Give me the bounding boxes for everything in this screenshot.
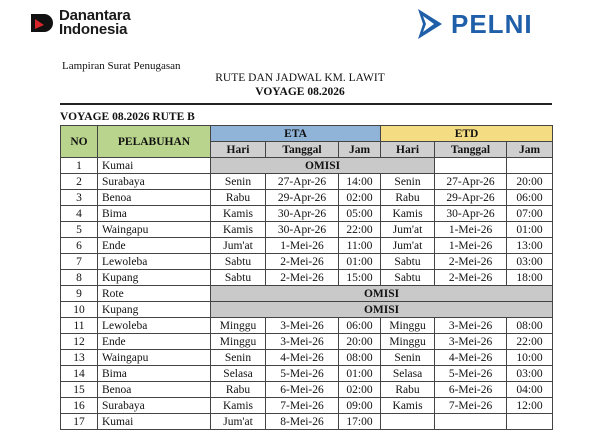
row-no-cell: 2 [61,174,98,190]
etd-tanggal-cell [435,414,507,430]
row-port-cell: Ende [98,334,211,350]
etd-hari-cell: Selasa [381,366,435,382]
table-row [61,206,553,222]
etd-tanggal-cell: 7-Mei-26 [435,398,507,414]
row-no-cell: 17 [61,414,98,430]
pelni-logo [416,6,533,42]
table-row [61,254,553,270]
eta-tanggal-cell: 2-Mei-26 [266,254,339,270]
etd-tanggal-cell: 2-Mei-26 [435,254,507,270]
col-port-header: PELABUHAN [98,126,211,158]
etd-jam-cell: 03:00 [507,366,553,382]
etd-tanggal-cell [435,158,507,174]
row-port-cell: Kumai [98,158,211,174]
etd-tanggal-cell: 27-Apr-26 [435,174,507,190]
row-port-cell: Kupang [98,302,211,318]
voyage-label: VOYAGE 08.2026 RUTE B [60,111,195,123]
etd-hari-cell: Sabtu [381,270,435,286]
etd-tanggal-cell: 2-Mei-26 [435,270,507,286]
eta-tanggal-cell: 6-Mei-26 [266,382,339,398]
eta-jam-cell: 09:00 [339,398,381,414]
row-no-cell: 1 [61,158,98,174]
row-no-cell: 5 [61,222,98,238]
etd-hari-cell: Rabu [381,382,435,398]
table-row [61,318,553,334]
row-port-cell: Benoa [98,190,211,206]
eta-jam-cell: 08:00 [339,350,381,366]
row-no-cell: 13 [61,350,98,366]
etd-jam-cell: 12:00 [507,398,553,414]
table-row [61,398,553,414]
etd-jam-cell: 03:00 [507,254,553,270]
etd-hari-cell: Senin [381,350,435,366]
etd-jam-cell: 10:00 [507,350,553,366]
title-divider [60,103,552,105]
eta-hari-cell: Sabtu [211,254,266,270]
etd-hari-cell: Minggu [381,334,435,350]
eta-tanggal-cell: 5-Mei-26 [266,366,339,382]
etd-tanggal-cell: 1-Mei-26 [435,222,507,238]
pelni-wordmark: PELNI [451,8,533,39]
omisi-cell: OMISI [211,158,435,174]
danantara-logo [30,8,131,38]
eta-jam-cell: 15:00 [339,270,381,286]
page-subtitle: VOYAGE 08.2026 [255,86,345,98]
etd-jam-cell: 08:00 [507,318,553,334]
eta-hari-cell: Senin [211,174,266,190]
eta-hari-cell: Minggu [211,318,266,334]
row-port-cell: Surabaya [98,398,211,414]
row-port-cell: Lewoleba [98,254,211,270]
etd-jam-cell: 06:00 [507,190,553,206]
etd-tanggal-cell: 29-Apr-26 [435,190,507,206]
eta-jam-cell: 11:00 [339,238,381,254]
eta-tanggal-cell: 7-Mei-26 [266,398,339,414]
table-row [61,350,553,366]
etd-jam-cell: 07:00 [507,206,553,222]
row-no-cell: 15 [61,382,98,398]
eta-tanggal-cell: 29-Apr-26 [266,190,339,206]
danantara-logo-icon [30,11,54,35]
etd-jam-cell [507,414,553,430]
eta-jam-cell: 22:00 [339,222,381,238]
eta-hari-cell: Sabtu [211,270,266,286]
eta-tanggal-cell: 3-Mei-26 [266,334,339,350]
eta-jam-cell: 14:00 [339,174,381,190]
page-title: RUTE DAN JADWAL KM. LAWIT [215,72,385,84]
etd-jam-cell: 01:00 [507,222,553,238]
eta-hari-cell: Selasa [211,366,266,382]
eta-hari-cell: Jum'at [211,414,266,430]
eta-hari-cell: Rabu [211,190,266,206]
pelni-logo-icon [416,7,444,41]
schedule-body [61,158,553,430]
table-row [61,334,553,350]
etd-tanggal-cell: 1-Mei-26 [435,238,507,254]
etd-hari-cell: Kamis [381,206,435,222]
etd-hari-cell: Minggu [381,318,435,334]
eta-jam-header: Jam [339,142,381,158]
row-port-cell: Rote [98,286,211,302]
table-row [61,286,553,302]
etd-jam-header: Jam [507,142,553,158]
etd-hari-cell: Senin [381,174,435,190]
row-port-cell: Waingapu [98,222,211,238]
etd-hari-header: Hari [381,142,435,158]
etd-jam-cell: 04:00 [507,382,553,398]
row-port-cell: Kupang [98,270,211,286]
schedule-table [60,125,553,430]
eta-hari-cell: Kamis [211,222,266,238]
eta-tanggal-cell: 2-Mei-26 [266,270,339,286]
table-row [61,174,553,190]
eta-jam-cell: 02:00 [339,382,381,398]
eta-tanggal-cell: 1-Mei-26 [266,238,339,254]
eta-jam-cell: 01:00 [339,254,381,270]
eta-hari-cell: Senin [211,350,266,366]
row-port-cell: Bima [98,366,211,382]
eta-tanggal-cell: 30-Apr-26 [266,206,339,222]
row-no-cell: 14 [61,366,98,382]
etd-jam-cell: 18:00 [507,270,553,286]
etd-tanggal-cell: 3-Mei-26 [435,318,507,334]
row-no-cell: 11 [61,318,98,334]
row-port-cell: Kumai [98,414,211,430]
etd-tanggal-cell: 5-Mei-26 [435,366,507,382]
row-port-cell: Lewoleba [98,318,211,334]
danantara-line2: Indonesia [59,21,128,38]
eta-tanggal-cell: 3-Mei-26 [266,318,339,334]
omisi-cell: OMISI [211,286,553,302]
table-row [61,414,553,430]
table-row [61,238,553,254]
eta-tanggal-cell: 30-Apr-26 [266,222,339,238]
eta-jam-cell: 20:00 [339,334,381,350]
table-row [61,382,553,398]
eta-hari-cell: Kamis [211,206,266,222]
row-no-cell: 9 [61,286,98,302]
etd-jam-cell: 20:00 [507,174,553,190]
eta-hari-cell: Rabu [211,382,266,398]
eta-tanggal-cell: 8-Mei-26 [266,414,339,430]
row-port-cell: Ende [98,238,211,254]
eta-tanggal-cell: 27-Apr-26 [266,174,339,190]
danantara-line1: Danantara [59,7,131,24]
etd-hari-cell: Jum'at [381,222,435,238]
table-row [61,270,553,286]
row-port-cell: Bima [98,206,211,222]
row-port-cell: Waingapu [98,350,211,366]
etd-tanggal-cell: 4-Mei-26 [435,350,507,366]
table-row [61,366,553,382]
table-row [61,158,553,174]
row-no-cell: 6 [61,238,98,254]
eta-hari-cell: Minggu [211,334,266,350]
etd-hari-cell: Sabtu [381,254,435,270]
etd-header: ETD [381,126,553,142]
col-no-header: NO [61,126,98,158]
eta-jam-cell: 17:00 [339,414,381,430]
etd-jam-cell: 13:00 [507,238,553,254]
eta-hari-cell: Jum'at [211,238,266,254]
row-no-cell: 16 [61,398,98,414]
lampiran-text: Lampiran Surat Penugasan [62,60,181,72]
etd-tanggal-cell: 6-Mei-26 [435,382,507,398]
etd-tanggal-cell: 30-Apr-26 [435,206,507,222]
row-no-cell: 4 [61,206,98,222]
row-no-cell: 8 [61,270,98,286]
eta-jam-cell: 06:00 [339,318,381,334]
table-row [61,190,553,206]
eta-jam-cell: 01:00 [339,366,381,382]
etd-jam-cell [507,158,553,174]
etd-jam-cell: 22:00 [507,334,553,350]
eta-header: ETA [211,126,381,142]
eta-tanggal-cell: 4-Mei-26 [266,350,339,366]
eta-tanggal-header: Tanggal [266,142,339,158]
row-no-cell: 7 [61,254,98,270]
row-port-cell: Benoa [98,382,211,398]
eta-hari-cell: Kamis [211,398,266,414]
row-no-cell: 10 [61,302,98,318]
etd-hari-cell [381,414,435,430]
etd-tanggal-header: Tanggal [435,142,507,158]
row-no-cell: 3 [61,190,98,206]
row-no-cell: 12 [61,334,98,350]
etd-hari-cell: Jum'at [381,238,435,254]
table-row [61,302,553,318]
row-port-cell: Surabaya [98,174,211,190]
table-row [61,222,553,238]
eta-jam-cell: 02:00 [339,190,381,206]
etd-hari-cell: Rabu [381,190,435,206]
etd-hari-cell: Kamis [381,398,435,414]
eta-hari-header: Hari [211,142,266,158]
omisi-cell: OMISI [211,302,553,318]
eta-jam-cell: 05:00 [339,206,381,222]
etd-tanggal-cell: 3-Mei-26 [435,334,507,350]
